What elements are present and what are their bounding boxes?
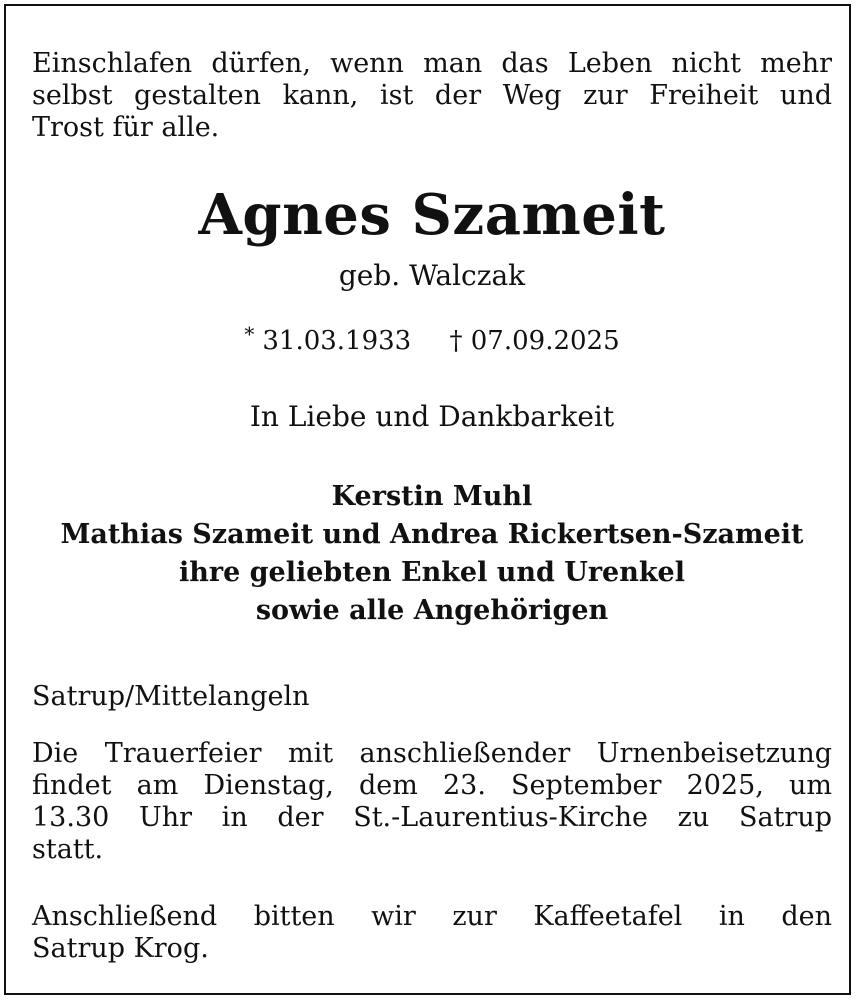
deceased-name: Agnes Szameit xyxy=(198,182,666,248)
ceremony-line: statt. xyxy=(32,834,104,865)
place: Satrup/Mittelangeln xyxy=(32,681,310,712)
mourner-line: ihre geliebten Enkel und Urenkel xyxy=(178,557,685,588)
dedication: In Liebe und Dankbarkeit xyxy=(249,400,615,433)
mourner-line: sowie alle Angehörigen xyxy=(255,595,609,626)
mourners-list xyxy=(32,478,832,630)
coffee-line: Satrup Krog. xyxy=(32,933,209,964)
mourner-line: Mathias Szameit und Andrea Rickertsen-Szameit xyxy=(60,519,804,550)
death-date: 07.09.2025 xyxy=(470,326,620,356)
coffee-line: Anschließend bitten wir zur Kaffeetafel in den xyxy=(32,901,832,932)
ceremony-line: 13.30 Uhr in der St.-Laurentius-Kirche zu Satrup xyxy=(32,802,832,833)
birth-star-icon: * xyxy=(244,322,255,346)
birth-date: 31.03.1933 xyxy=(262,326,412,356)
coffee-paragraph xyxy=(32,901,832,965)
quote-line: selbst gestalten kann, ist der Weg zur Freiheit und xyxy=(32,80,832,111)
death-cross-icon: † xyxy=(449,326,463,356)
obituary-notice xyxy=(4,4,851,995)
life-dates xyxy=(32,318,832,357)
mourner-line: Kerstin Muhl xyxy=(331,481,533,512)
quote-line: Trost für alle. xyxy=(32,112,220,143)
ceremony-line: Die Trauerfeier mit anschließender Urnenbeisetzung xyxy=(32,738,832,769)
quote-line: Einschlafen dürfen, wenn man das Leben nicht mehr xyxy=(32,48,832,79)
birth-name: geb. Walczak xyxy=(338,259,526,292)
ceremony-line: findet am Dienstag, dem 23. September 2025, um xyxy=(32,770,832,801)
quote-paragraph xyxy=(32,48,832,144)
ceremony-paragraph xyxy=(32,738,832,866)
